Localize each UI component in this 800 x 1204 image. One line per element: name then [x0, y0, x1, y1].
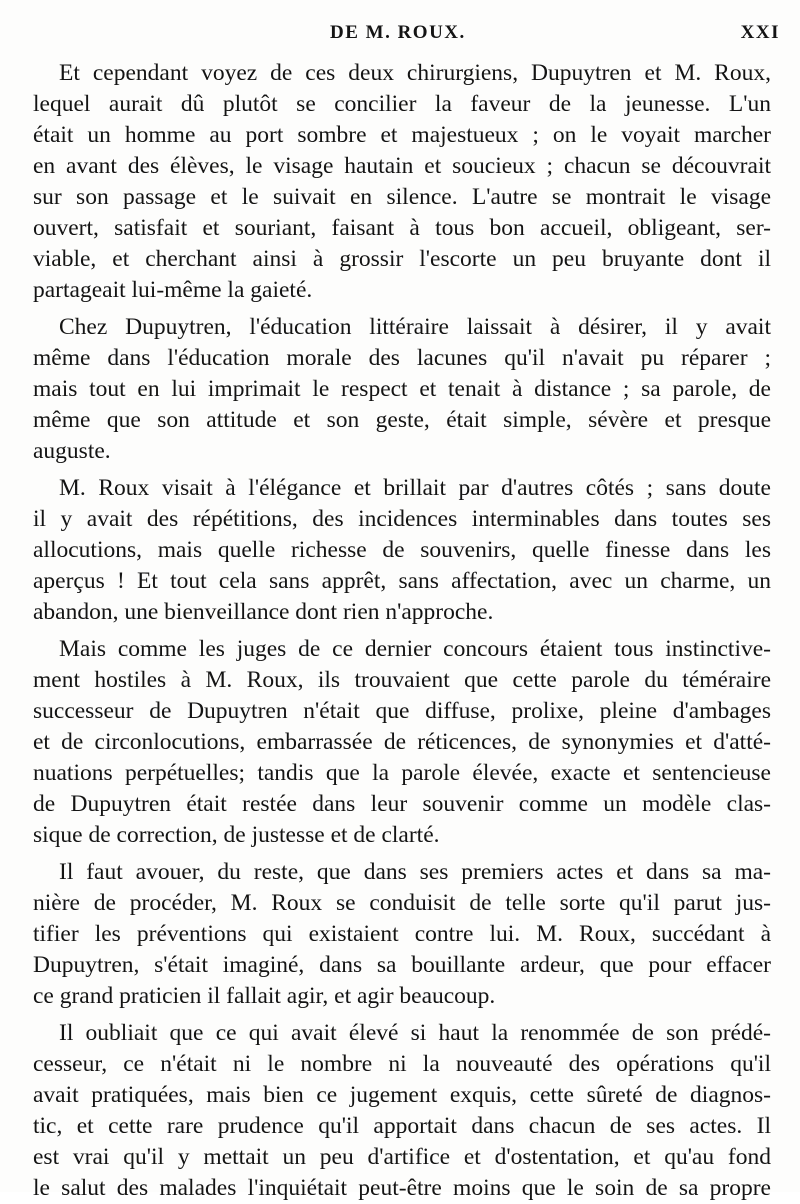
text-line: sur son passage et le suivait en silence. L'autre se montrait le visage: [33, 184, 771, 210]
text-line: ce grand praticien il fallait agir, et agir beaucoup.: [33, 983, 496, 1009]
text-line: Il oubliait que ce qui avait élevé si haut la renommée de son prédé-: [59, 1020, 771, 1046]
text-line: de Dupuytren était restée dans leur souvenir comme un modèle clas-: [33, 791, 771, 817]
paragraph: [33, 634, 771, 851]
text-line: cesseur, ce n'était ni le nombre ni la nouveauté des opérations qu'il: [33, 1051, 771, 1077]
paragraph: [33, 1018, 771, 1204]
paragraph: [33, 312, 771, 467]
text-line: aperçus ! Et tout cela sans apprêt, sans affectation, avec un charme, un: [33, 568, 771, 594]
text-line: et de circonlocutions, embarrassée de réticences, de synonymies et d'atté-: [33, 729, 771, 755]
text-line: viable, et cherchant ainsi à grossir l'escorte un peu bruyante dont il: [33, 246, 771, 272]
text-line: lequel aurait dû plutôt se concilier la faveur de la jeunesse. L'un: [33, 91, 771, 117]
text-line: était un homme au port sombre et majestueux ; on le voyait marcher: [33, 122, 771, 148]
text-line: abandon, une bienveillance dont rien n'approche.: [33, 599, 494, 625]
text-line: nuations perpétuelles; tandis que la parole élevée, exacte et sentencieuse: [33, 760, 771, 786]
text-line: Dupuytren, s'était imaginé, dans sa bouillante ardeur, que pour effacer: [33, 952, 771, 978]
text-line: mais tout en lui imprimait le respect et tenait à distance ; sa parole, de: [33, 376, 771, 402]
page-number: XXI: [740, 22, 780, 43]
text-line: partageait lui-même la gaieté.: [33, 277, 313, 303]
body-text: [33, 58, 771, 1204]
text-line: nière de procéder, M. Roux se conduisit de telle sorte qu'il parut jus-: [33, 890, 771, 916]
running-title: DE M. ROUX.: [330, 22, 466, 43]
text-line: sique de correction, de justesse et de clarté.: [33, 822, 440, 848]
text-line: est vrai qu'il y mettait un peu d'artifice et d'ostentation, et qu'au fond: [33, 1144, 771, 1170]
text-line: ouvert, satisfait et souriant, faisant à tous bon accueil, obligeant, ser-: [33, 215, 771, 241]
text-line: il y avait des répétitions, des incidences interminables dans toutes ses: [33, 506, 771, 532]
paragraph: [33, 58, 771, 306]
text-line: avait pratiquées, mais bien ce jugement exquis, cette sûreté de diagnos-: [33, 1082, 771, 1108]
text-line: tifier les préventions qui existaient contre lui. M. Roux, succédant à: [33, 921, 771, 947]
text-line: tic, et cette rare prudence qu'il apportait dans chacun de ses actes. Il: [33, 1113, 771, 1139]
text-line: même dans l'éducation morale des lacunes qu'il n'avait pu réparer ;: [33, 345, 771, 371]
text-line: Chez Dupuytren, l'éducation littéraire laissait à désirer, il y avait: [59, 314, 771, 340]
text-line: Et cependant voyez de ces deux chirurgiens, Dupuytren et M. Roux,: [59, 60, 771, 86]
text-line: Il faut avouer, du reste, que dans ses premiers actes et dans sa ma-: [59, 859, 771, 885]
text-line: Mais comme les juges de ce dernier concours étaient tous instinctive-: [59, 636, 771, 662]
paragraph: [33, 857, 771, 1012]
text-line: successeur de Dupuytren n'était que diffuse, prolixe, pleine d'ambages: [33, 698, 771, 724]
running-head: [0, 22, 800, 50]
paragraph: [33, 473, 771, 628]
text-line: le salut des malades l'inquiétait peut-être moins que le soin de sa propre: [33, 1175, 771, 1201]
text-line: même que son attitude et son geste, était simple, sévère et presque: [33, 407, 771, 433]
text-line: ment hostiles à M. Roux, ils trouvaient que cette parole du téméraire: [33, 667, 771, 693]
text-line: auguste.: [33, 438, 111, 464]
text-line: M. Roux visait à l'élégance et brillait par d'autres côtés ; sans doute: [59, 475, 771, 501]
text-line: en avant des élèves, le visage hautain et soucieux ; chacun se découvrait: [33, 153, 771, 179]
text-line: allocutions, mais quelle richesse de souvenirs, quelle finesse dans les: [33, 537, 771, 563]
